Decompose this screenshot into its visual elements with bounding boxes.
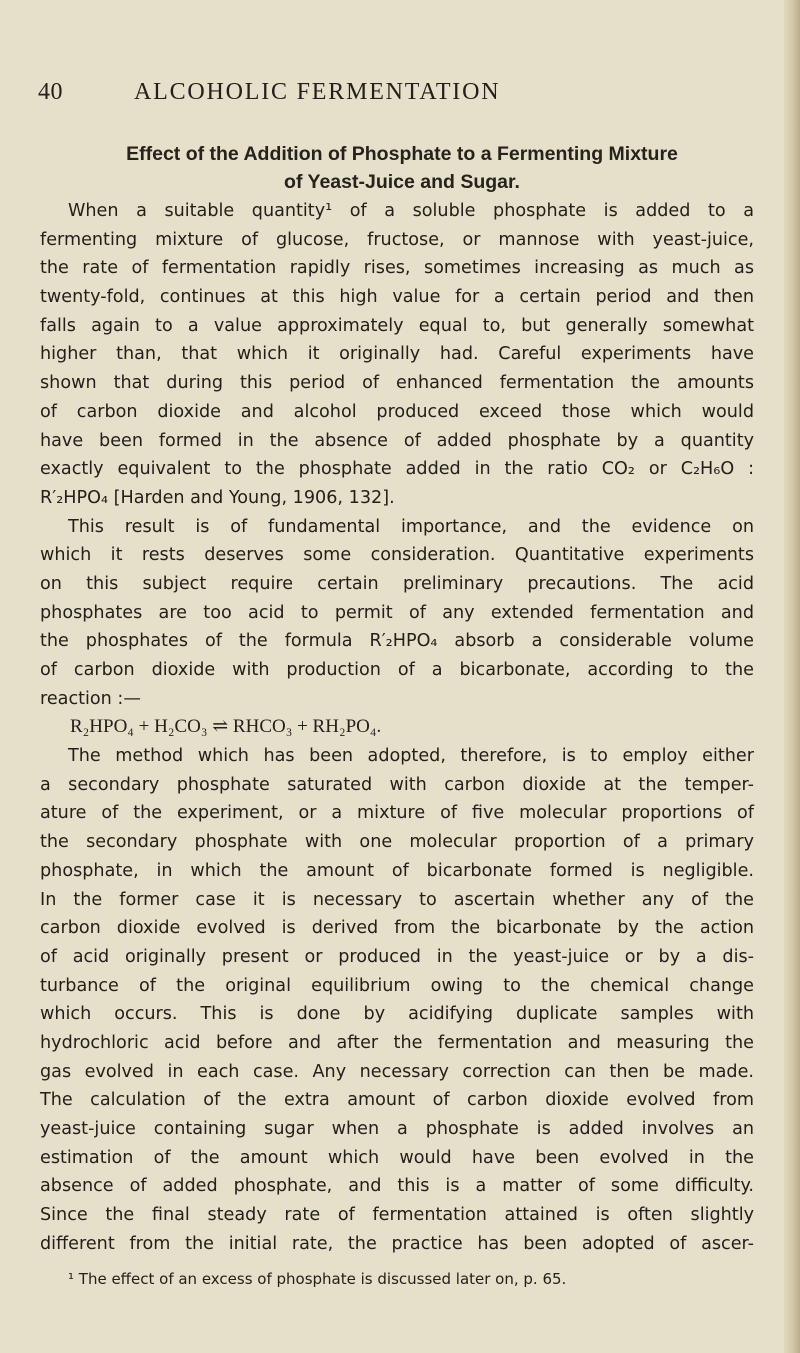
text-line: higher than, that which it originally had. Careful experiments have [40, 344, 754, 365]
text-line: exactly equivalent to the phosphate added in the ratio CO₂ or C₂H₆O : [40, 459, 754, 480]
text-line: have been formed in the absence of added phosphate by a quantity [40, 430, 754, 451]
text-line: fermenting mixture of glucose, fructose, or mannose with yeast-juice, [40, 229, 754, 250]
text-line: shown that during this period of enhanced fermentation the amounts [40, 373, 754, 394]
footnote: ¹ The effect of an excess of phosphate is discussed later on, p. 65. [68, 1270, 567, 1288]
running-head: ALCOHOLIC FERMENTATION [134, 79, 501, 105]
text-line: reaction :— [40, 688, 141, 709]
text-line: of carbon dioxide and alcohol produced exceed those which would [40, 401, 754, 422]
text-line: The calculation of the extra amount of carbon dioxide evolved from [40, 1090, 754, 1111]
text-line: on this subject require certain preliminary precautions. The acid [40, 573, 754, 594]
reaction-equation: R₂HPO₄ + H₂CO₃ ⇌ RHCO₃ + RH₂PO₄. [70, 716, 382, 738]
text-line: the rate of fermentation rapidly rises, sometimes increasing as much as [40, 258, 754, 279]
text-line: a secondary phosphate saturated with carbon dioxide at the temper- [40, 774, 754, 795]
text-line: gas evolved in each case. Any necessary correction can then be made. [40, 1061, 754, 1082]
text-line: In the former case it is necessary to ascertain whether any of the [40, 889, 754, 910]
text-line: the phosphates of the formula R′₂HPO₄ absorb a considerable volume [40, 631, 754, 652]
text-line: turbance of the original equilibrium owing to the chemical change [40, 975, 754, 996]
text-line: of carbon dioxide with production of a bicarbonate, according to the [40, 660, 754, 680]
text-line: R′₂HPO₄ [Harden and Young, 1906, 132]. [40, 487, 395, 508]
text-line: This result is of fundamental importance, and the evidence on [68, 516, 754, 537]
text-line: phosphates are too acid to permit of any extended fermentation and [40, 602, 754, 623]
text-line: of acid originally present or produced in the yeast-juice or by a dis- [40, 946, 754, 967]
text-line: which it rests deserves some consideration. Quantitative experiments [40, 545, 754, 566]
text-line: yeast-juice containing sugar when a phosphate is added involves an [40, 1119, 754, 1139]
text-line: When a suitable quantity¹ of a soluble phosphate is added to a [68, 201, 754, 221]
page-header [38, 79, 738, 113]
text-line: twenty-fold, continues at this high value for a certain period and then [40, 287, 754, 308]
text-line: carbon dioxide evolved is derived from the bicarbonate by the action [40, 918, 754, 939]
text-line: ature of the experiment, or a mixture of five molecular proportions of [40, 803, 754, 824]
body-text [40, 197, 754, 1258]
text-line: estimation of the amount which would have been evolved in the [40, 1147, 754, 1168]
text-line: the secondary phosphate with one molecular proportion of a primary [40, 832, 754, 853]
section-heading-line-2: of Yeast-Juice and Sugar. [284, 171, 520, 193]
text-line: hydrochloric acid before and after the fermentation and measuring the [40, 1032, 754, 1053]
section-heading [42, 140, 762, 196]
text-line: different from the initial rate, the practice has been adopted of ascer- [40, 1233, 754, 1254]
text-line: which occurs. This is done by acidifying duplicate samples with [40, 1004, 754, 1025]
section-heading-line-1: Effect of the Addition of Phosphate to a Fermenting Mixture [126, 143, 678, 165]
text-line: falls again to a value approximately equal to, but generally somewhat [40, 315, 754, 336]
text-line: Since the final steady rate of fermentation attained is often slightly [40, 1205, 754, 1226]
text-line: absence of added phosphate, and this is a matter of some difficulty. [40, 1176, 754, 1197]
page-number: 40 [38, 79, 63, 105]
text-line: phosphate, in which the amount of bicarbonate formed is negligible. [40, 860, 754, 881]
text-line: The method which has been adopted, therefore, is to employ either [68, 746, 754, 767]
page-edge-shadow [784, 0, 800, 1353]
